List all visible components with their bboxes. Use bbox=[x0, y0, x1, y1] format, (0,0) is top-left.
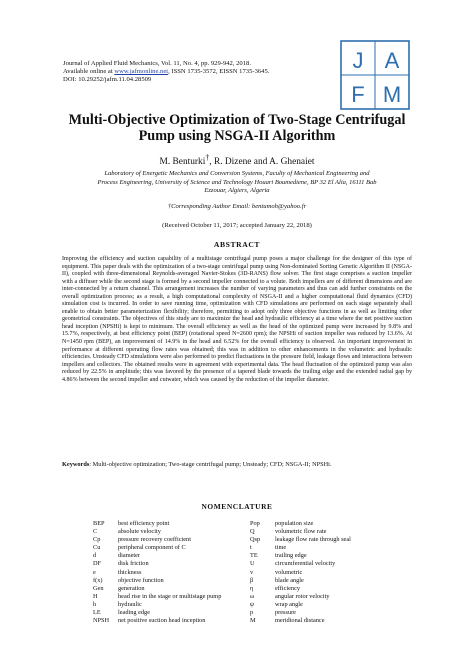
nomenclature-symbol: ω bbox=[250, 592, 255, 600]
nomenclature-description: leakage flow rate through seal bbox=[275, 536, 351, 544]
nomenclature-symbol: Cp bbox=[93, 536, 101, 544]
nomenclature-entry bbox=[93, 520, 221, 528]
nomenclature-entry bbox=[250, 617, 351, 625]
nomenclature-symbol: Qsp bbox=[250, 536, 261, 544]
nomenclature-symbol: BEP bbox=[93, 520, 105, 527]
nomenclature-description: head rise in the stage or multistage pump bbox=[118, 592, 222, 600]
nomenclature-left-column bbox=[93, 520, 221, 625]
nomenclature-description: objective function bbox=[118, 576, 164, 584]
journal-header bbox=[63, 60, 363, 85]
nomenclature-symbol: β bbox=[250, 576, 254, 584]
nomenclature-symbol: p bbox=[250, 609, 254, 617]
nomenclature-entry bbox=[250, 593, 351, 601]
nomenclature-symbol: Q bbox=[250, 528, 255, 536]
nomenclature-description: peripheral component of C bbox=[118, 544, 186, 552]
nomenclature-description: thickness bbox=[118, 568, 142, 576]
nomenclature-entry bbox=[250, 520, 351, 528]
nomenclature-right-column bbox=[250, 520, 351, 625]
nomenclature-entry bbox=[250, 560, 351, 568]
affiliation-line-3: Ezzouar, Algiers, Algeria bbox=[204, 187, 270, 195]
logo-letter: M bbox=[382, 82, 402, 107]
nomenclature-entry bbox=[93, 528, 221, 536]
availability-prefix: Available online at bbox=[63, 68, 115, 76]
nomenclature-description: best efficiency point bbox=[118, 520, 170, 527]
nomenclature-entry bbox=[250, 536, 351, 544]
nomenclature-symbol: NPSH bbox=[93, 617, 110, 625]
nomenclature-description: net positive suction head inception bbox=[118, 617, 206, 625]
nomenclature-symbol: h bbox=[93, 600, 97, 608]
author-first: M. Benturki bbox=[159, 157, 206, 168]
logo-letter: A bbox=[384, 48, 400, 73]
nomenclature-description: pressure bbox=[275, 609, 296, 617]
nomenclature-description: circumferential velocity bbox=[275, 560, 336, 568]
paper-title bbox=[40, 112, 434, 144]
nomenclature-entry bbox=[93, 569, 221, 577]
logo-letter: F bbox=[351, 82, 365, 107]
nomenclature-description: leading edge bbox=[118, 609, 150, 617]
doi-text: DOI: 10.29252/jafm.11.04.28509 bbox=[63, 76, 152, 84]
nomenclature-description: pressure recovery coefficient bbox=[118, 536, 191, 544]
journal-availability bbox=[63, 68, 363, 76]
title-line-1: Multi-Objective Optimization of Two-Stage Centrifugal bbox=[68, 112, 406, 128]
nomenclature-description: diameter bbox=[118, 552, 141, 560]
journal-citation: Journal of Applied Fluid Mechanics, Vol. 11, No. 4, pp. 929-942, 2018. bbox=[63, 60, 251, 67]
issn-text: , ISSN 1735-3572, EISSN 1735-3645. bbox=[168, 68, 270, 76]
nomenclature-description: angular rotor velocity bbox=[275, 592, 330, 600]
nomenclature-entry bbox=[93, 593, 221, 601]
jafm-logo bbox=[340, 40, 410, 110]
nomenclature-symbol: C bbox=[93, 528, 98, 536]
nomenclature-symbol: U bbox=[250, 560, 255, 568]
title-line-2: Pump using NSGA-II Algorithm bbox=[138, 128, 336, 144]
nomenclature-symbol: ψ bbox=[250, 600, 254, 608]
nomenclature-entry bbox=[93, 536, 221, 544]
affiliation-line-1: Laboratory of Energetic Mechanics and Conversion Systems, Faculty of Mechanical Engineering and bbox=[104, 170, 370, 177]
nomenclature-entry bbox=[250, 585, 351, 593]
authors bbox=[40, 153, 434, 167]
nomenclature-symbol: d bbox=[93, 552, 97, 560]
nomenclature-entry bbox=[93, 577, 221, 585]
nomenclature-entry bbox=[250, 609, 351, 617]
nomenclature-symbol: DF bbox=[93, 560, 102, 568]
nomenclature-symbol: Gen bbox=[93, 584, 104, 592]
abstract-body: Improving the efficiency and suction capability of a multistage centrifugal pump poses a major challenge for the designer of this type of equipment. This paper deals with the optimization of a two-stage centrifugal pump using Non-dominated Sorting Genetic Algorithm II (NSGA-II), coupled with three-dimensional Reynolds-averaged Navier-Stokes (3D-RANS) flow solver. The first stage comprises a suction impeller with a diffuser while the second stage is formed by a second impeller connected to a volute. Both impellers are of different dimensions and are inter-connected by a return channel. This arrangement increases the number of varying parameters and thus can add further constraints on the overall optimization process; as a result, a high computational complexity of NSGA-II and a higher computational fluid dynamics (CFD) simulation cost is incurred. In order to save running time, optimization with CFD simulations are performed on each stage separately shall enable to obtain better parameterization flexibility; therefore, permitting to adopt only three objective functions in as well as limiting other geometrical constraints. The objectives of this study are to maximize the head and hydraulic efficiency at a time where the net positive suction head inception (NPSHi) is kept to minimum. The overall efficiency as well as the head of the optimized pump were increased by 9.8% and 15.7%, respectively, at best efficiency point (BEP) (rotational speed N=2600 rpm); the NPSHi of suction impeller was reduced by 13.6%. At N=1450 rpm (BEP), an improvement of 14.9% in the head and 6.52% for the overall efficiency is observed. An important improvement in performance at different operating flow rates was obtained; this was in addition to other enhancements in the volumetric and hydraulic efficiencies. Unsteady CFD simulations were also performed to predict fluctuations in the pressure field, leakage flows and interactions between impellers and collectors. The obtained results were in agreement with experimental data. The head fluctuation of the optimized pump was also reduced by 22.5% in amplitude; this was favored by the presence of a tapered blade towards the trailing edge and the extended radial gap by 4.86% between the second impeller and cutwater, which was caused by the reduction of the impeller diameter. bbox=[62, 256, 412, 383]
nomenclature-symbol: t bbox=[250, 544, 252, 552]
keywords bbox=[62, 461, 412, 468]
author-rest: , R. Dizene and A. Ghenaiet bbox=[209, 157, 315, 168]
nomenclature-symbol: f(x) bbox=[93, 576, 103, 584]
nomenclature-description: volumetric bbox=[275, 568, 303, 576]
corresponding-mark: † bbox=[205, 153, 210, 162]
nomenclature-description: disk friction bbox=[118, 560, 149, 568]
nomenclature-symbol: η bbox=[250, 584, 254, 592]
nomenclature-entry bbox=[250, 569, 351, 577]
nomenclature-description: trailing edge bbox=[275, 552, 307, 560]
nomenclature-entry bbox=[93, 585, 221, 593]
nomenclature-entry bbox=[93, 544, 221, 552]
nomenclature-entry bbox=[250, 577, 351, 585]
nomenclature-symbol: TE bbox=[250, 552, 258, 560]
nomenclature-description: hydraulic bbox=[118, 600, 142, 608]
corresponding-email: †Corresponding Author Email: bentumoh@yahoo.fr bbox=[167, 203, 307, 210]
nomenclature-entry bbox=[250, 552, 351, 560]
nomenclature-description: time bbox=[275, 544, 287, 552]
nomenclature-description: efficiency bbox=[275, 584, 301, 592]
nomenclature-description: wrap angle bbox=[275, 600, 303, 608]
affiliation bbox=[70, 170, 404, 196]
received-dates: (Received October 11, 2017; accepted January 22, 2018) bbox=[162, 222, 312, 229]
nomenclature-entry bbox=[93, 552, 221, 560]
nomenclature-symbol: Pop bbox=[250, 520, 260, 527]
nomenclature-entry bbox=[250, 528, 351, 536]
nomenclature-description: generation bbox=[118, 584, 145, 592]
abstract-heading: ABSTRACT bbox=[213, 240, 261, 249]
nomenclature-symbol: H bbox=[93, 592, 98, 600]
affiliation-line-2: Process Engineering, University of Science and Technology Houari Boumediene, BP 32 El Alia, 16111 Bab bbox=[97, 178, 377, 186]
nomenclature-entry bbox=[93, 560, 221, 568]
nomenclature-entry bbox=[250, 601, 351, 609]
keywords-text: : Multi-objective optimization; Two-stage centrifugal pump; Unsteady; CFD; NSGA-II; NPSHi. bbox=[89, 461, 332, 468]
journal-url-link[interactable]: www.jafmonline.net bbox=[114, 68, 169, 76]
nomenclature-symbol: v bbox=[250, 568, 254, 576]
nomenclature-description: absolute velocity bbox=[118, 528, 161, 536]
nomenclature-symbol: LE bbox=[93, 609, 101, 617]
nomenclature-entry bbox=[93, 609, 221, 617]
nomenclature-description: meridional distance bbox=[275, 617, 325, 625]
nomenclature-description: blade angle bbox=[275, 576, 304, 584]
nomenclature-description: population size bbox=[275, 520, 314, 527]
nomenclature-entry bbox=[93, 601, 221, 609]
nomenclature-symbol: Cu bbox=[93, 544, 101, 552]
nomenclature-heading: NOMENCLATURE bbox=[201, 502, 273, 511]
nomenclature-symbol: M bbox=[250, 617, 256, 625]
nomenclature-entry bbox=[250, 544, 351, 552]
keywords-label: Keywords bbox=[62, 461, 90, 468]
nomenclature-entry bbox=[93, 617, 221, 625]
nomenclature-symbol: e bbox=[93, 568, 96, 576]
nomenclature-description: volumetric flow rate bbox=[275, 528, 327, 536]
logo-letter: J bbox=[352, 48, 364, 73]
